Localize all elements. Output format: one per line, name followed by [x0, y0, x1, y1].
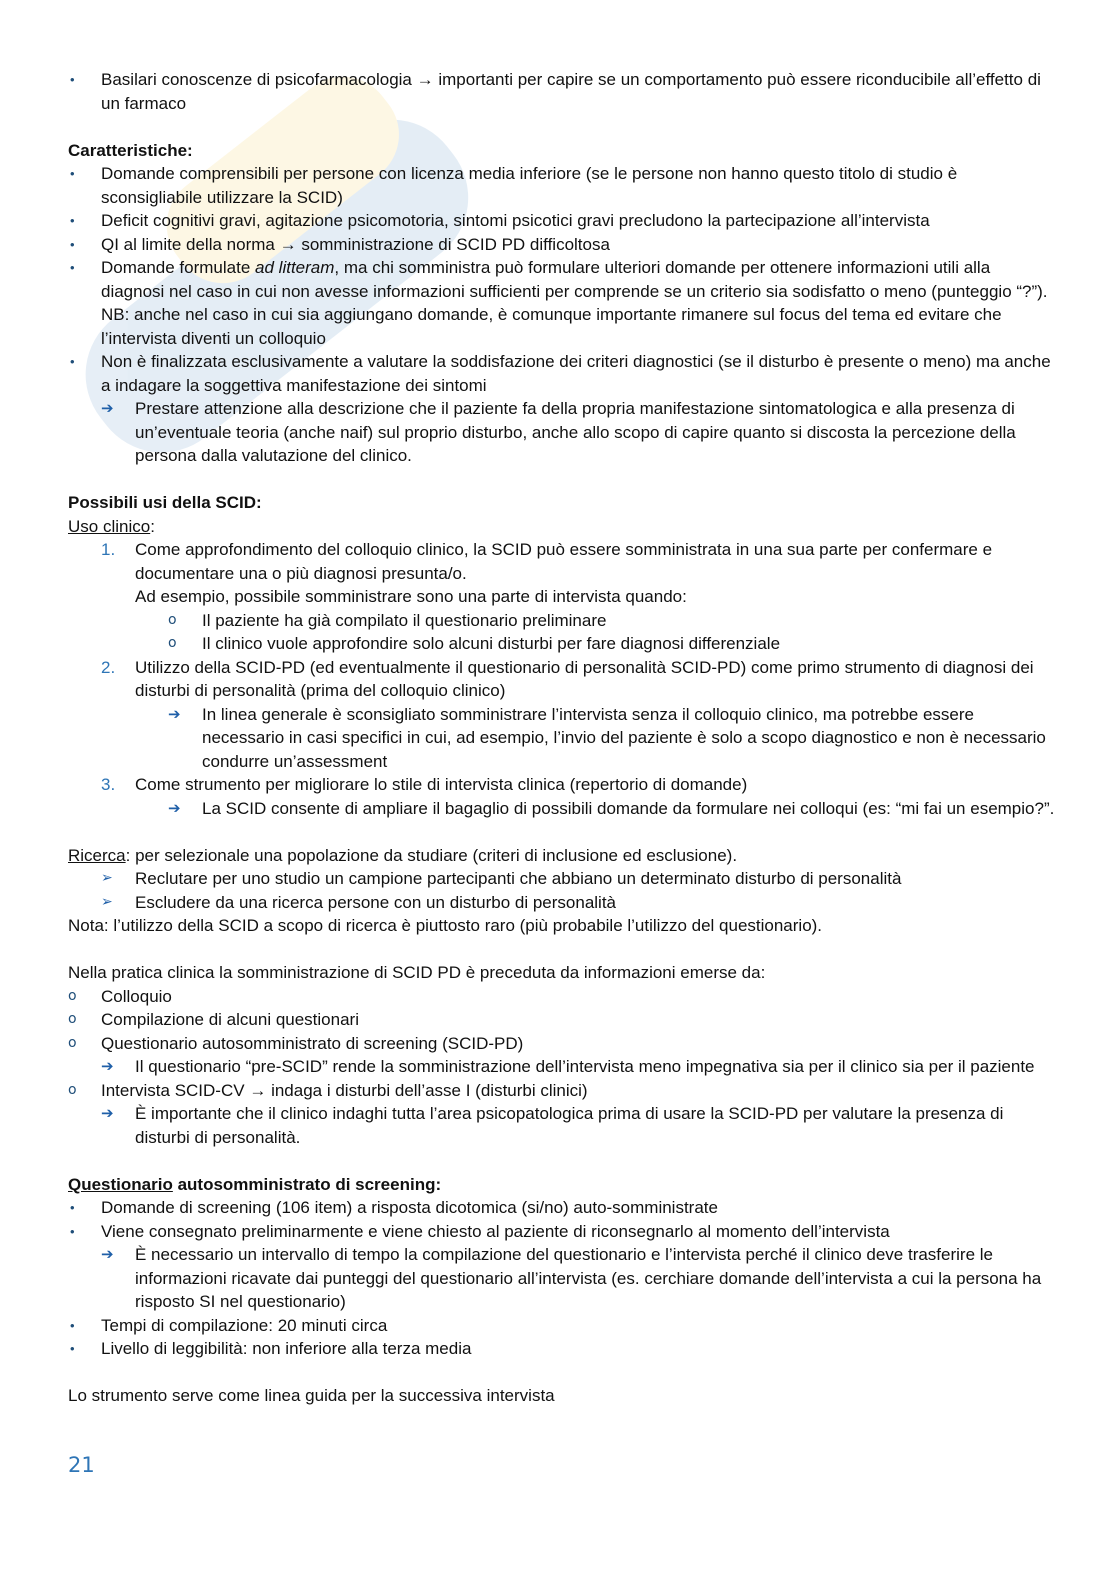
list-item: • Basilari conoscenze di psicofarmacologia → importanti per capire se un comportamento può essere riconducibile all’effetto di un farmaco: [70, 70, 1041, 113]
list-item: o Colloquio: [68, 985, 1058, 1009]
closing-paragraph: Lo strumento serve come linea guida per la successiva intervista: [68, 1386, 555, 1405]
subsection-label: Ricerca: per selezionale una popolazione da studiare (criteri di inclusione ed esclusione).: [68, 845, 738, 865]
bullet-icon: •: [70, 213, 75, 228]
list-item: • Tempi di compilazione: 20 minuti circa: [68, 1314, 1058, 1338]
bullet-icon: •: [70, 1317, 75, 1333]
arrow-right-icon: →: [279, 234, 297, 254]
bullet-icon: •: [70, 260, 75, 275]
list-item: • Non è finalizzata esclusivamente a valutare la soddisfazione dei criteri diagnostici (se il disturbo è presente o meno) ma anche a indagare la soggettiva manifestazione dei sintomi: [70, 352, 1051, 395]
section-heading: Possibili usi della SCID:: [68, 493, 262, 512]
item-number: 3.: [101, 775, 116, 794]
arrow-bullet-icon: ➔: [168, 798, 181, 817]
circle-bullet-icon: o: [68, 987, 77, 1004]
list-item: • Livello di leggibilità: non inferiore alla terza media: [68, 1337, 1058, 1361]
list-item: • Domande di screening (106 item) a risposta dicotomica (si/no) auto-somministrate: [68, 1196, 1058, 1220]
bullet-icon: •: [70, 1200, 75, 1215]
list-subitem: o Il paziente ha già compilato il questionario preliminare: [68, 609, 1058, 633]
circle-bullet-icon: o: [68, 1011, 77, 1027]
list-subitem: ➔ Prestare attenzione alla descrizione che il paziente fa della propria manifestazione sintomatologica e alla presenza di un’eventuale teoria (anche naif) sul proprio disturbo, anche allo scopo di capire quanto si discosta la percezione della persona dalla valutazione del clinico.: [101, 399, 1016, 465]
arrow-right-icon: →: [416, 70, 434, 89]
page-number: 21: [68, 1453, 95, 1477]
arrow-bullet-icon: ➔: [168, 704, 181, 723]
list-subitem: ➔ Il questionario “pre-SCID” rende la somministrazione dell’intervista meno impegnativa sia per il clinico sia per il paziente: [68, 1055, 1058, 1079]
list-subitem: ➔ È importante che il clinico indaghi tutta l’area psicopatologica prima di usare la SCID-PD per valutare la presenza di disturbi di personalità.: [101, 1104, 1004, 1147]
triangle-bullet-icon: ➢: [101, 870, 113, 886]
bullet-icon: •: [70, 1341, 75, 1356]
circle-bullet-icon: o: [168, 611, 177, 628]
section-heading: Caratteristiche:: [68, 140, 193, 160]
list-item: • Domande formulate ad litteram, ma chi somministra può formulare ulteriori domande per ottenere informazioni utili alla diagnosi nel caso in cui non avesse informazioni sufficienti per comprende se un criterio sia sodisfatto o meno (punteggio “?”). NB: anche nel caso in cui sia aggiungano domande, è comunque importante rimanere sul focus del tema ed evitare che l’intervista diventi un colloquio: [70, 258, 1048, 348]
bullet-icon: •: [70, 354, 75, 369]
bullet-icon: •: [70, 72, 75, 87]
arrow-bullet-icon: ➔: [101, 399, 114, 417]
paragraph: Nella pratica clinica la somministrazione di SCID PD è preceduta da informazioni emerse da:: [68, 963, 766, 982]
list-item: o Questionario autosomministrato di screening (SCID-PD): [68, 1032, 1058, 1056]
section-heading: Questionario autosomministrato di screening:: [68, 1174, 442, 1194]
numbered-item: 2. Utilizzo della SCID-PD (ed eventualmente il questionario di personalità SCID-PD) come primo strumento di diagnosi dei disturbi di personalità (prima del colloquio clinico): [101, 657, 1034, 700]
bullet-icon: •: [70, 166, 75, 181]
list-subitem: ➢ Escludere da una ricerca persone con un disturbo di personalità: [68, 891, 1058, 915]
list-subitem: ➢ Reclutare per uno studio un campione partecipanti che abbiano un determinato disturbo di personalità: [68, 867, 1058, 891]
list-item: o Compilazione di alcuni questionari: [68, 1008, 1058, 1032]
bullet-icon: •: [70, 236, 75, 252]
subsection-label: Uso clinico:: [68, 516, 155, 536]
list-item: o Intervista SCID-CV → indaga i disturbi dell’asse I (disturbi clinici): [68, 1079, 1058, 1103]
list-subitem: ➔ La SCID consente di ampliare il bagaglio di possibili domande da formulare nei colloqui (es: “mi fai un esempio?”.: [68, 797, 1058, 821]
note-text: Nota: l’utilizzo della SCID a scopo di ricerca è piuttosto raro (più probabile l’utilizzo del questionario).: [68, 916, 823, 935]
list-item: • QI al limite della norma → somministrazione di SCID PD difficoltosa: [68, 233, 1058, 257]
arrow-bullet-icon: ➔: [101, 1104, 114, 1122]
list-subitem: ➔ È necessario un intervallo di tempo la compilazione del questionario e l’intervista perché il clinico deve trasferire le informazioni ricavate dai punteggi del questionario all’intervista (es. cerchiare domande dell’intervista a cui la persona ha risposto SI nel questionario): [101, 1245, 1042, 1311]
arrow-bullet-icon: ➔: [101, 1057, 114, 1075]
arrow-right-icon: →: [249, 1080, 267, 1100]
triangle-bullet-icon: ➢: [101, 893, 113, 910]
list-item: • Viene consegnato preliminarmente e viene chiesto al paziente di riconsegnarlo al momento dell’intervista: [68, 1220, 1058, 1244]
circle-bullet-icon: o: [168, 635, 177, 651]
circle-bullet-icon: o: [68, 1081, 77, 1098]
list-subitem: o Il clinico vuole approfondire solo alcuni disturbi per fare diagnosi differenziale: [68, 632, 1058, 656]
circle-bullet-icon: o: [68, 1034, 77, 1051]
list-subitem: ➔ In linea generale è sconsigliato somministrare l’intervista senza il colloquio clinico, ma potrebbe essere necessario in casi specifici in cui, ad esempio, l’invio del paziente è solo a scopo diagnostico e non è necessario condurre un’assessment: [168, 704, 1046, 771]
list-item: • Deficit cognitivi gravi, agitazione psicomotoria, sintomi psicotici gravi precludono la partecipazione all’intervista: [68, 209, 1058, 233]
bullet-icon: •: [70, 1223, 75, 1239]
document-page: [68, 68, 1058, 1408]
numbered-item: 3. Come strumento per migliorare lo stile di intervista clinica (repertorio di domande): [68, 773, 1058, 797]
arrow-bullet-icon: ➔: [101, 1245, 114, 1263]
list-item: • Domande comprensibili per persone con licenza media inferiore (se le persone non hanno questo titolo di studio è sconsigliabile utilizzare la SCID): [70, 164, 958, 207]
item-number: 1.: [101, 540, 116, 559]
item-number: 2.: [101, 657, 116, 677]
numbered-item: 1. Come approfondimento del colloquio clinico, la SCID può essere somministrata in una sua parte per confermare e documentare una o più diagnosi presunta/o. Ad esempio, possibile somministrare sono una parte di intervista quando:: [101, 540, 993, 606]
